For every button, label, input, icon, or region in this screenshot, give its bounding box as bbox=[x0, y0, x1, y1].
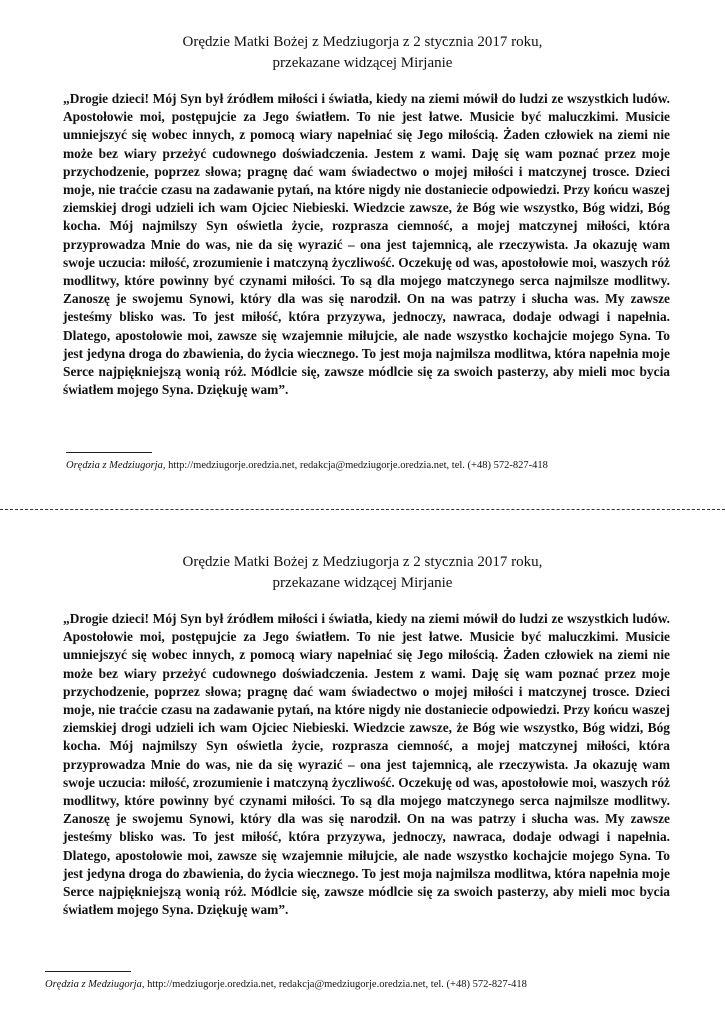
title-line-2: przekazane widzącej Mirjanie bbox=[272, 55, 453, 71]
footnote-divider bbox=[45, 971, 131, 972]
message-body: „Drogie dzieci! Mój Syn był źródłem miłości i światła, kiedy na ziemi mówił do ludzi ze wszystkich ludów. Apostołowie moi, postępujcie za Jego światłem. To nie jest łatwe. Musicie być maluczkimi. Musicie umniejszyć się wobec innych, z pomocą wiary napełniać się Jego miłością. Żaden człowiek na ziemi nie może bez wiary przeżyć cudownego doświadczenia. Jestem z wami. Daję się wam poznać przez moje przychodzenie, poprzez słowa; pragnę dać wam świadectwo o mojej miłości i matczynej trosce. Dzieci moje, nie traćcie czasu na zadawanie pytań, na które nigdy nie dostaniecie odpowiedzi. Przy końcu waszej ziemskiej drogi udzieli ich wam Ojciec Niebieski. Wiedzcie zawsze, że Bóg wie wszystko, Bóg widzi, Bóg kocha. Mój najmilszy Syn oświetla życie, rozprasza ciemność, a mojej matczynej miłości, która przyprowadza Mnie do was, nie da się wyrazić – ona jest tajemnicą, ale rzeczywista. Ja okazuję wam swoje uczucia: miłość, zrozumienie i matczyną życzliwość. Oczekuję od was, apostołowie moi, waszych róż modlitwy, które powinny być czynami miłości. To są dla mojego matczynego serca najmilsze modlitwy. Zanoszę je swojemu Synowi, który dla was się narodził. On na was patrzy i słucha was. My zawsze jesteśmy blisko was. To jest miłość, która przyzywa, jednoczy, nawraca, dodaje odwagi i napełnia. Dlatego, apostołowie moi, zawsze się wzajemnie miłujcie, ale nade wszystko kochajcie mojego Syna. To jest jedyna droga do zbawienia, do życia wiecznego. To jest moja najmilsza modlitwa, która napełnia moje Serce najpiękniejszą wonią róż. Módlcie się, zawsze módlcie się za swoich pasterzy, aby mieli moc bycia światłem mojego Syna. Dziękuję wam”. bbox=[63, 611, 670, 918]
message-title bbox=[0, 32, 725, 74]
footnote bbox=[66, 459, 548, 473]
footnote-source: Orędzia z Medziugorja bbox=[66, 460, 163, 471]
title-line-1: Orędzie Matki Bożej z Medziugorja z 2 stycznia 2017 roku, bbox=[182, 34, 543, 50]
footnote-contact: , http://medziugorje.oredzia.net, redakcja@medziugorje.oredzia.net, tel. (+48) 572-827-418 bbox=[141, 979, 527, 990]
cut-line-divider bbox=[0, 509, 725, 510]
footnote-divider bbox=[66, 452, 152, 453]
message-body: „Drogie dzieci! Mój Syn był źródłem miłości i światła, kiedy na ziemi mówił do ludzi ze wszystkich ludów. Apostołowie moi, postępujcie za Jego światłem. To nie jest łatwe. Musicie być maluczkimi. Musicie umniejszyć się wobec innych, z pomocą wiary napełniać się Jego miłością. Żaden człowiek na ziemi nie może bez wiary przeżyć cudownego doświadczenia. Jestem z wami. Daję się wam poznać przez moje przychodzenie, poprzez słowa; pragnę dać wam świadectwo o mojej miłości i matczynej trosce. Dzieci moje, nie traćcie czasu na zadawanie pytań, na które nigdy nie dostaniecie odpowiedzi. Przy końcu waszej ziemskiej drogi udzieli ich wam Ojciec Niebieski. Wiedzcie zawsze, że Bóg wie wszystko, Bóg widzi, Bóg kocha. Mój najmilszy Syn oświetla życie, rozprasza ciemność, a mojej matczynej miłości, która przyprowadza Mnie do was, nie da się wyrazić – ona jest tajemnicą, ale rzeczywista. Ja okazuję wam swoje uczucia: miłość, zrozumienie i matczyną życzliwość. Oczekuję od was, apostołowie moi, waszych róż modlitwy, które powinny być czynami miłości. To są dla mojego matczynego serca najmilsze modlitwy. Zanoszę je swojemu Synowi, który dla was się narodził. On na was patrzy i słucha was. My zawsze jesteśmy blisko was. To jest miłość, która przyzywa, jednoczy, nawraca, dodaje odwagi i napełnia. Dlatego, apostołowie moi, zawsze się wzajemnie miłujcie, ale nade wszystko kochajcie mojego Syna. To jest jedyna droga do zbawienia, do życia wiecznego. To jest moja najmilsza modlitwa, która napełnia moje Serce najpiękniejszą wonią róż. Módlcie się, zawsze módlcie się za swoich pasterzy, aby mieli moc bycia światłem mojego Syna. Dziękuję wam”. bbox=[63, 91, 670, 398]
footnote-contact: , http://medziugorje.oredzia.net, redakcja@medziugorje.oredzia.net, tel. (+48) 572-827-418 bbox=[162, 460, 548, 471]
footnote-source: Orędzia z Medziugorja bbox=[45, 979, 142, 990]
title-line-2: przekazane widzącej Mirjanie bbox=[272, 575, 453, 591]
footnote bbox=[45, 978, 527, 992]
title-line-1: Orędzie Matki Bożej z Medziugorja z 2 stycznia 2017 roku, bbox=[182, 554, 543, 570]
message-title bbox=[0, 552, 725, 594]
